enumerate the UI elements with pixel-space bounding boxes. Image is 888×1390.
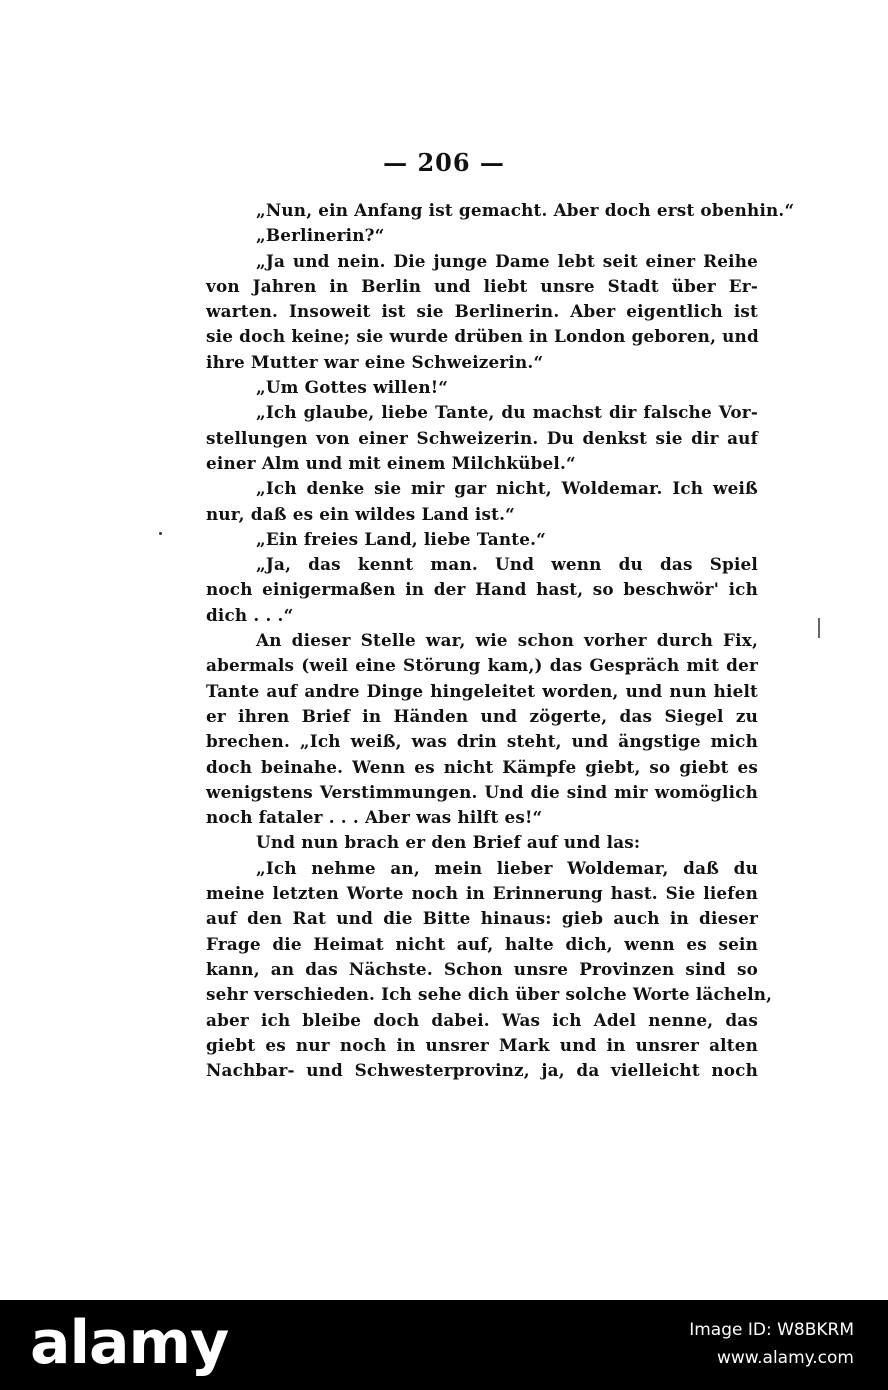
text-line: An dieser Stelle war, wie schon vorher durch Fix, <box>256 630 758 651</box>
text-line: noch einigermaßen in der Hand hast, so beschwör' ich <box>206 579 758 600</box>
text-line: Und nun brach er den Brief auf und las: <box>256 832 641 853</box>
text-line: „Ich glaube, liebe Tante, du machst dir falsche Vor- <box>256 402 758 423</box>
text-line: einer Alm und mit einem Milchkübel.“ <box>206 452 576 473</box>
text-line: meine letzten Worte noch in Erinnerung hast. Sie liefen <box>206 883 758 904</box>
text-line: doch beinahe. Wenn es nicht Kämpfe giebt, so giebt es <box>206 756 758 777</box>
text-line: dich . . .“ <box>206 604 294 625</box>
text-line: „Um Gottes willen!“ <box>256 377 449 398</box>
text-line: „Berlinerin?“ <box>256 225 385 246</box>
image-id-label: Image ID: W8BKRM <box>689 1320 854 1340</box>
margin-mark <box>818 618 820 638</box>
text-line: Nachbar- und Schwesterprovinz, ja, da vielleicht noch <box>206 1060 758 1081</box>
text-line: von Jahren in Berlin und liebt unsre Stadt über Er- <box>206 275 758 296</box>
text-line: nur, daß es ein wildes Land ist.“ <box>206 503 515 524</box>
text-line: Frage die Heimat nicht auf, halte dich, wenn es sein <box>206 933 758 954</box>
text-line: „Ein freies Land, liebe Tante.“ <box>256 528 546 549</box>
alamy-logo: alamy <box>30 1308 229 1378</box>
text-line: brechen. „Ich weiß, was drin steht, und ängstige mich <box>206 731 758 752</box>
print-speck <box>159 532 162 535</box>
text-line: auf den Rat und die Bitte hinaus: gieb auch in dieser <box>206 908 758 929</box>
page-number: — 206 — <box>383 148 505 177</box>
text-line: „Ich denke sie mir gar nicht, Woldemar. Ich weiß <box>256 478 758 499</box>
text-line: kann, an das Nächste. Schon unsre Provinzen sind so <box>206 958 758 979</box>
text-line: er ihren Brief in Händen und zögerte, das Siegel zu <box>206 705 758 726</box>
text-line: wenigstens Verstimmungen. Und die sind mir womöglich <box>206 781 758 802</box>
text-line: sehr verschieden. Ich sehe dich über solche Worte lächeln, <box>206 984 773 1005</box>
text-line: abermals (weil eine Störung kam,) das Gespräch mit der <box>206 655 758 676</box>
site-url: www.alamy.com <box>716 1348 854 1368</box>
text-line: stellungen von einer Schweizerin. Du denkst sie dir auf <box>206 427 758 448</box>
text-line: „Ja, das kennt man. Und wenn du das Spiel <box>256 554 758 575</box>
text-line: „Ich nehme an, mein lieber Woldemar, daß du <box>256 857 758 878</box>
text-line: ihre Mutter war eine Schweizerin.“ <box>206 351 544 372</box>
text-line: noch fataler . . . Aber was hilft es!“ <box>206 807 543 828</box>
text-line: sie doch keine; sie wurde drüben in London geboren, und <box>206 326 759 347</box>
body-text <box>206 198 795 1083</box>
text-line: warten. Insoweit ist sie Berlinerin. Aber eigentlich ist <box>206 301 758 322</box>
text-line: aber ich bleibe doch dabei. Was ich Adel nenne, das <box>206 1009 758 1030</box>
text-line: giebt es nur noch in unsrer Mark und in unsrer alten <box>206 1034 758 1055</box>
text-line: „Nun, ein Anfang ist gemacht. Aber doch erst obenhin.“ <box>256 200 795 220</box>
banner-meta <box>689 1316 854 1372</box>
text-line: „Ja und nein. Die junge Dame lebt seit einer Reihe <box>256 250 758 271</box>
text-line: Tante auf andre Dinge hingeleitet worden, und nun hielt <box>206 680 758 701</box>
watermark-banner <box>0 1300 888 1390</box>
